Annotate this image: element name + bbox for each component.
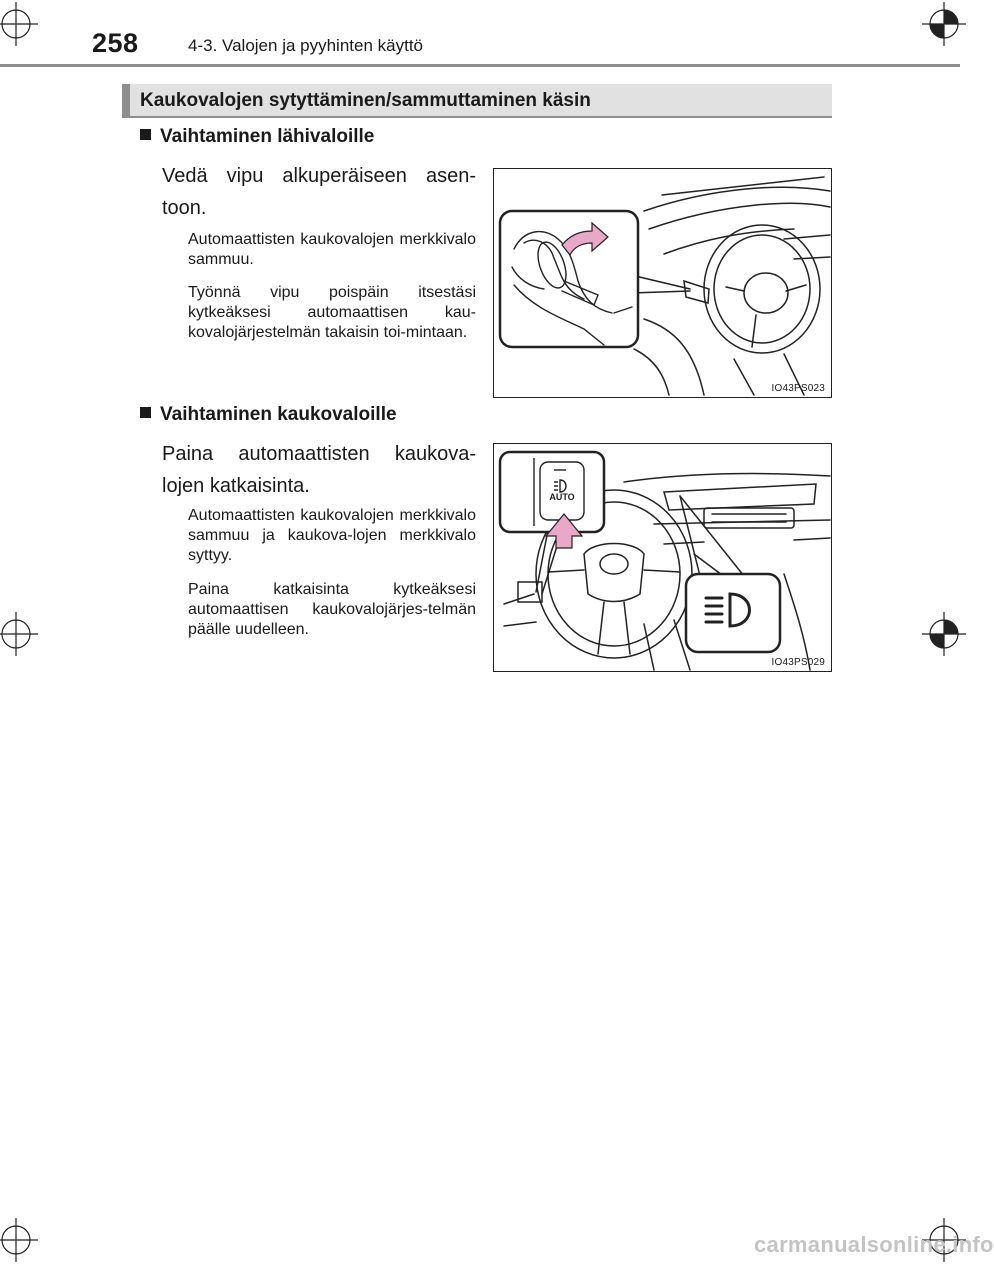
note-text: Paina katkaisinta kytkeäksesi automaattisen kaukovalojärjes-telmän päälle uudelleen. (188, 581, 476, 638)
note-text: Automaattisten kaukovalojen merkkivalo sammuu. (188, 231, 476, 268)
subheading-low-beam: Vaihtaminen lähivaloille (140, 126, 374, 148)
page-number: 258 (92, 28, 139, 58)
square-bullet-icon (140, 407, 151, 418)
auto-switch-illustration (494, 444, 830, 670)
square-bullet-icon (140, 129, 151, 140)
crop-mark-icon (922, 612, 966, 656)
crop-mark-icon (0, 612, 38, 656)
figure-switch-illustration (493, 443, 832, 672)
instruction-text: Vedä vipu alkuperäiseen asen-toon. (162, 165, 476, 219)
switch-auto-label: AUTO (549, 492, 575, 502)
note-text: Automaattisten kaukovalojen merkkivalo sammuu ja kaukova-lojen merkkivalo syttyy. (188, 507, 476, 564)
instruction-text: Paina automaattisten kaukova-lojen katkaisinta. (162, 443, 476, 497)
crop-mark-icon (0, 1218, 38, 1262)
footer-watermark: carmanualsonline.info (754, 1232, 994, 1257)
lever-pull-illustration (494, 169, 830, 396)
figure-lever-illustration (493, 168, 832, 398)
header-divider (0, 64, 960, 67)
figure-code: IO43PS023 (771, 383, 825, 394)
section-title: Kaukovalojen sytyttäminen/sammuttaminen käsin (140, 90, 591, 111)
crop-mark-icon (0, 2, 38, 46)
chapter-title: 4-3. Valojen ja pyyhinten käyttö (188, 36, 423, 55)
note-text: Työnnä vipu poispäin itsestäsi kytkeäksesi automaattisen kau-kovalojärjestelmän takaisin toi-mintaan. (188, 284, 476, 341)
subheading-high-beam: Vaihtaminen kaukovaloille (140, 404, 397, 426)
section-header (122, 84, 832, 118)
figure-code: IO43PS029 (771, 657, 825, 668)
crop-mark-icon (922, 2, 966, 46)
